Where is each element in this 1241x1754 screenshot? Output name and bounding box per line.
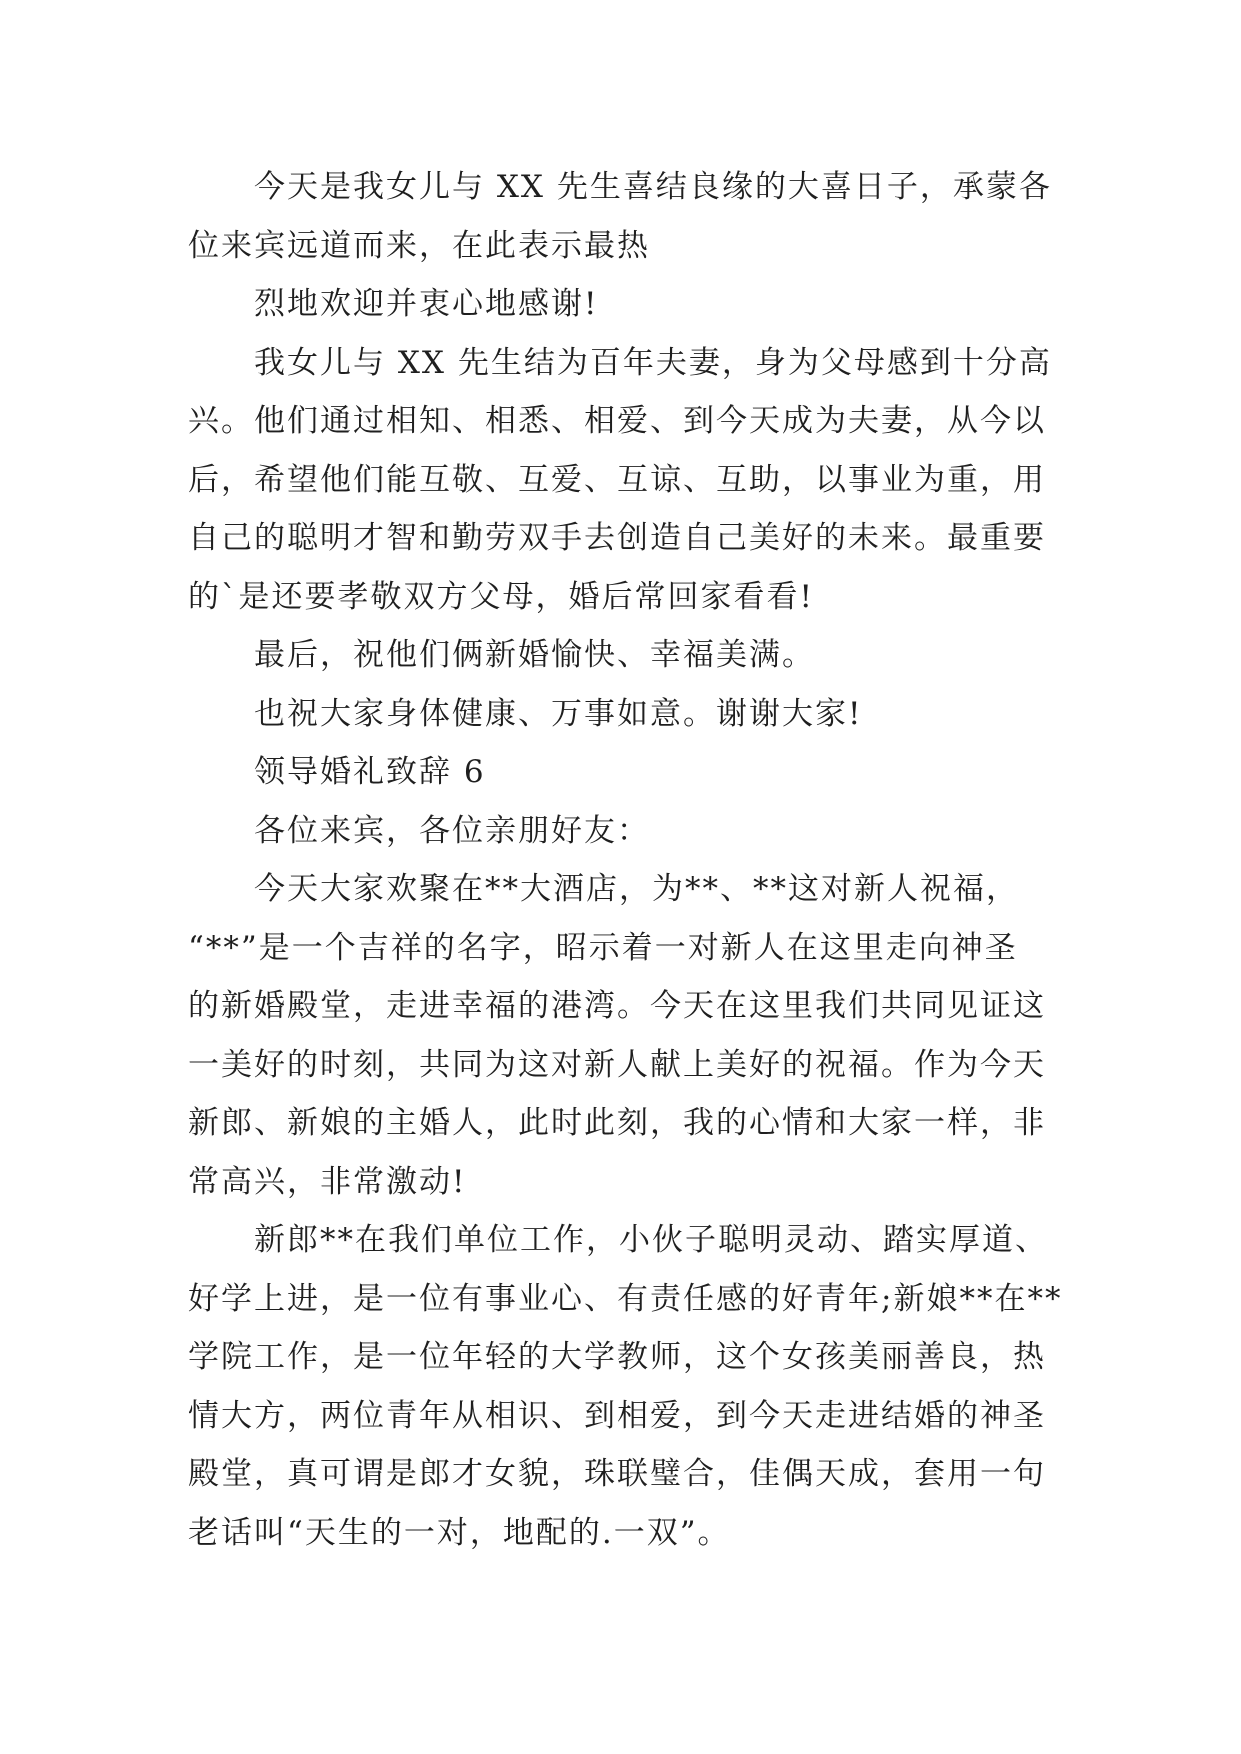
text-line: 的`是还要孝敬双方父母，婚后常回家看看! [188, 578, 814, 615]
text-line: 今天是我女儿与 XX 先生喜结良缘的大喜日子，承蒙各 [254, 169, 1052, 205]
text-line: 自己的聪明才智和勤劳双手去创造自己美好的未来。最重要 [188, 520, 1046, 556]
text-line: 学院工作，是一位年轻的大学教师，这个女孩美丽善良，热 [188, 1339, 1046, 1375]
text-line: 殿堂，真可谓是郎才女貌，珠联璧合，佳偶天成，套用一句 [188, 1456, 1046, 1492]
text-line: 我女儿与 XX 先生结为百年夫妻，身为父母感到十分高 [254, 344, 1052, 381]
text-line: 也祝大家身体健康、万事如意。谢谢大家! [254, 695, 863, 732]
text-line: 好学上进，是一位有事业心、有责任感的好青年;新娘**在** [188, 1280, 1063, 1317]
text-line: 后，希望他们能互敬、互爱、互谅、互助，以事业为重，用 [188, 461, 1046, 498]
text-line: 位来宾远道而来，在此表示最热 [188, 227, 650, 264]
text-line: 一美好的时刻，共同为这对新人献上美好的祝福。作为今天 [188, 1046, 1046, 1083]
text-line: 新郎、新娘的主婚人，此时此刻，我的心情和大家一样，非 [188, 1105, 1046, 1141]
text-line: 烈地欢迎并衷心地感谢! [254, 286, 599, 322]
text-line: 新郎**在我们单位工作，小伙子聪明灵动、踏实厚道、 [254, 1222, 1048, 1258]
text-line: 情大方，两位青年从相识、到相爱，到今天走进结婚的神圣 [188, 1397, 1046, 1434]
text-line: 老话叫“天生的一对，地配的.一双”。 [188, 1514, 731, 1551]
document-body [188, 158, 1068, 1562]
text-line: 各位来宾，各位亲朋好友： [254, 812, 650, 849]
text-line: 兴。他们通过相知、相悉、相爱、到今天成为夫妻，从今以 [188, 403, 1046, 439]
text-line: 最后，祝他们俩新婚愉快、幸福美满。 [254, 637, 815, 673]
text-line: “**”是一个吉祥的名字，昭示着一对新人在这里走向神圣 [188, 929, 1018, 966]
text-line: 常高兴，非常激动! [188, 1163, 467, 1200]
text-line: 的新婚殿堂，走进幸福的港湾。今天在这里我们共同见证这 [188, 988, 1046, 1024]
text-line: 领导婚礼致辞 6 [254, 754, 486, 790]
text-line: 今天大家欢聚在**大酒店，为**、**这对新人祝福， [254, 871, 1019, 907]
